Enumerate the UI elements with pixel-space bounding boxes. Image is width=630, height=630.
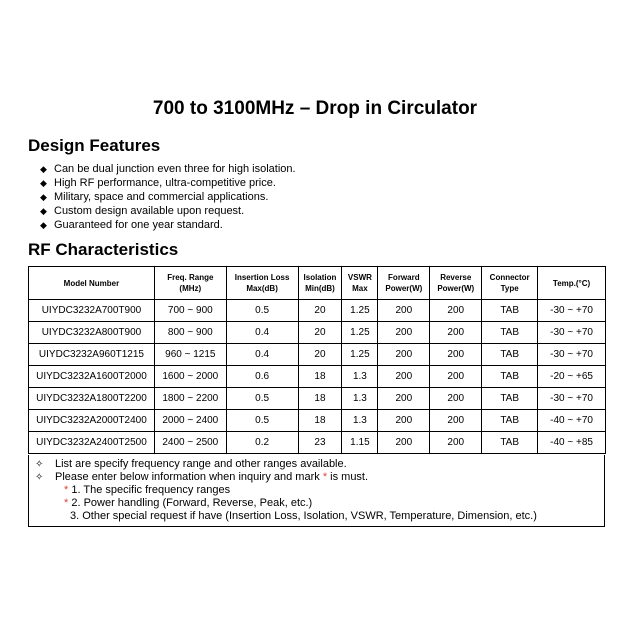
table-cell: UIYDC3232A800T900 xyxy=(29,322,155,344)
table-cell: 200 xyxy=(430,432,482,454)
table-cell: 200 xyxy=(378,300,430,322)
table-cell: -30 ~ +70 xyxy=(538,388,606,410)
table-cell: 0.4 xyxy=(226,322,298,344)
table-row xyxy=(29,344,606,366)
table-cell: 0.5 xyxy=(226,410,298,432)
diamond-bullet-icon: ◆ xyxy=(40,220,47,230)
table-cell: 0.4 xyxy=(226,344,298,366)
column-header: Temp.(°C) xyxy=(538,267,606,300)
table-row xyxy=(29,388,606,410)
table-header-row xyxy=(29,267,606,300)
table-cell: 20 xyxy=(298,344,342,366)
table-cell: UIYDC3232A960T1215 xyxy=(29,344,155,366)
column-header: Forward Power(W) xyxy=(378,267,430,300)
column-header: Isolation Min(dB) xyxy=(298,267,342,300)
table-cell: TAB xyxy=(482,388,538,410)
table-cell: UIYDC3232A700T900 xyxy=(29,300,155,322)
table-row xyxy=(29,300,606,322)
note-line: ✧ List are specify frequency range and other ranges available. xyxy=(35,458,347,470)
feature-item: ◆ Custom design available upon request. xyxy=(40,205,245,217)
table-cell: 23 xyxy=(298,432,342,454)
table-cell: TAB xyxy=(482,322,538,344)
table-cell: 200 xyxy=(378,322,430,344)
table-cell: -30 ~ +70 xyxy=(538,344,606,366)
table-cell: 200 xyxy=(378,432,430,454)
table-cell: 800 ~ 900 xyxy=(154,322,226,344)
table-cell: 0.2 xyxy=(226,432,298,454)
diamond-bullet-icon: ◆ xyxy=(40,178,47,188)
table-row xyxy=(29,410,606,432)
table-cell: 1800 ~ 2200 xyxy=(154,388,226,410)
table-cell: 200 xyxy=(378,344,430,366)
feature-item: ◆ Can be dual junction even three for high isolation. xyxy=(40,163,296,175)
table-cell: 2400 ~ 2500 xyxy=(154,432,226,454)
table-cell: 200 xyxy=(430,410,482,432)
column-header: Model Number xyxy=(29,267,155,300)
note-item: * 2. Power handling (Forward, Reverse, Peak, etc.) xyxy=(64,497,313,509)
table-cell: 200 xyxy=(430,322,482,344)
table-cell: 1.25 xyxy=(342,344,378,366)
table-cell: 1.25 xyxy=(342,322,378,344)
table-row xyxy=(29,322,606,344)
table-cell: 2000 ~ 2400 xyxy=(154,410,226,432)
table-cell: 0.6 xyxy=(226,366,298,388)
table-cell: 1.3 xyxy=(342,366,378,388)
table-cell: 200 xyxy=(378,410,430,432)
table-cell: 200 xyxy=(430,366,482,388)
table-row xyxy=(29,432,606,454)
diamond-bullet-icon: ◆ xyxy=(40,192,47,202)
design-features-list xyxy=(40,162,296,232)
table-cell: TAB xyxy=(482,432,538,454)
column-header: VSWR Max xyxy=(342,267,378,300)
table-cell: 18 xyxy=(298,366,342,388)
table-cell: 960 ~ 1215 xyxy=(154,344,226,366)
table-cell: 200 xyxy=(430,344,482,366)
table-row xyxy=(29,366,606,388)
table-cell: TAB xyxy=(482,410,538,432)
table-cell: 0.5 xyxy=(226,388,298,410)
table-cell: TAB xyxy=(482,300,538,322)
diamond-bullet-icon: ◆ xyxy=(40,206,47,216)
table-body xyxy=(29,300,606,454)
table-cell: 200 xyxy=(378,366,430,388)
table-cell: 0.5 xyxy=(226,300,298,322)
table-cell: TAB xyxy=(482,344,538,366)
table-cell: TAB xyxy=(482,366,538,388)
table-cell: UIYDC3232A2000T2400 xyxy=(29,410,155,432)
rf-characteristics-heading: RF Characteristics xyxy=(28,240,179,259)
feature-item: ◆ Military, space and commercial applications. xyxy=(40,191,269,203)
column-header: Connector Type xyxy=(482,267,538,300)
notes-box xyxy=(28,455,605,527)
sparkle-bullet-icon: ✧ xyxy=(35,472,44,483)
table-cell: 200 xyxy=(378,388,430,410)
page-title: 700 to 3100MHz – Drop in Circulator xyxy=(152,98,478,119)
table-cell: UIYDC3232A1800T2200 xyxy=(29,388,155,410)
table-cell: 200 xyxy=(430,300,482,322)
table-cell: -30 ~ +70 xyxy=(538,322,606,344)
sparkle-bullet-icon: ✧ xyxy=(35,459,44,470)
note-line: ✧ Please enter below information when inquiry and mark * is must. xyxy=(35,471,369,483)
table-cell: 200 xyxy=(430,388,482,410)
table-cell: -40 ~ +85 xyxy=(538,432,606,454)
table-cell: UIYDC3232A1600T2000 xyxy=(29,366,155,388)
table-cell: -20 ~ +65 xyxy=(538,366,606,388)
table-cell: -40 ~ +70 xyxy=(538,410,606,432)
table-cell: 1.3 xyxy=(342,410,378,432)
feature-item: ◆ High RF performance, ultra-competitive price. xyxy=(40,177,276,189)
table-cell: 20 xyxy=(298,300,342,322)
table-cell: -30 ~ +70 xyxy=(538,300,606,322)
design-features-heading: Design Features xyxy=(28,136,161,155)
diamond-bullet-icon: ◆ xyxy=(40,164,47,174)
rf-characteristics-table xyxy=(28,266,606,454)
feature-item: ◆ Guaranteed for one year standard. xyxy=(40,219,223,231)
table-cell: 18 xyxy=(298,410,342,432)
table-cell: 1.25 xyxy=(342,300,378,322)
table-cell: 1.3 xyxy=(342,388,378,410)
table-cell: 1.15 xyxy=(342,432,378,454)
table-cell: UIYDC3232A2400T2500 xyxy=(29,432,155,454)
column-header: Freq. Range (MHz) xyxy=(154,267,226,300)
table-cell: 18 xyxy=(298,388,342,410)
note-item: * 1. The specific frequency ranges xyxy=(64,484,231,496)
table-cell: 700 ~ 900 xyxy=(154,300,226,322)
column-header: Insertion Loss Max(dB) xyxy=(226,267,298,300)
note-item: 3. Other special request if have (Insertion Loss, Isolation, VSWR, Temperature, Dimension, etc.) xyxy=(70,510,537,522)
column-header: Reverse Power(W) xyxy=(430,267,482,300)
table-cell: 1600 ~ 2000 xyxy=(154,366,226,388)
table-cell: 20 xyxy=(298,322,342,344)
